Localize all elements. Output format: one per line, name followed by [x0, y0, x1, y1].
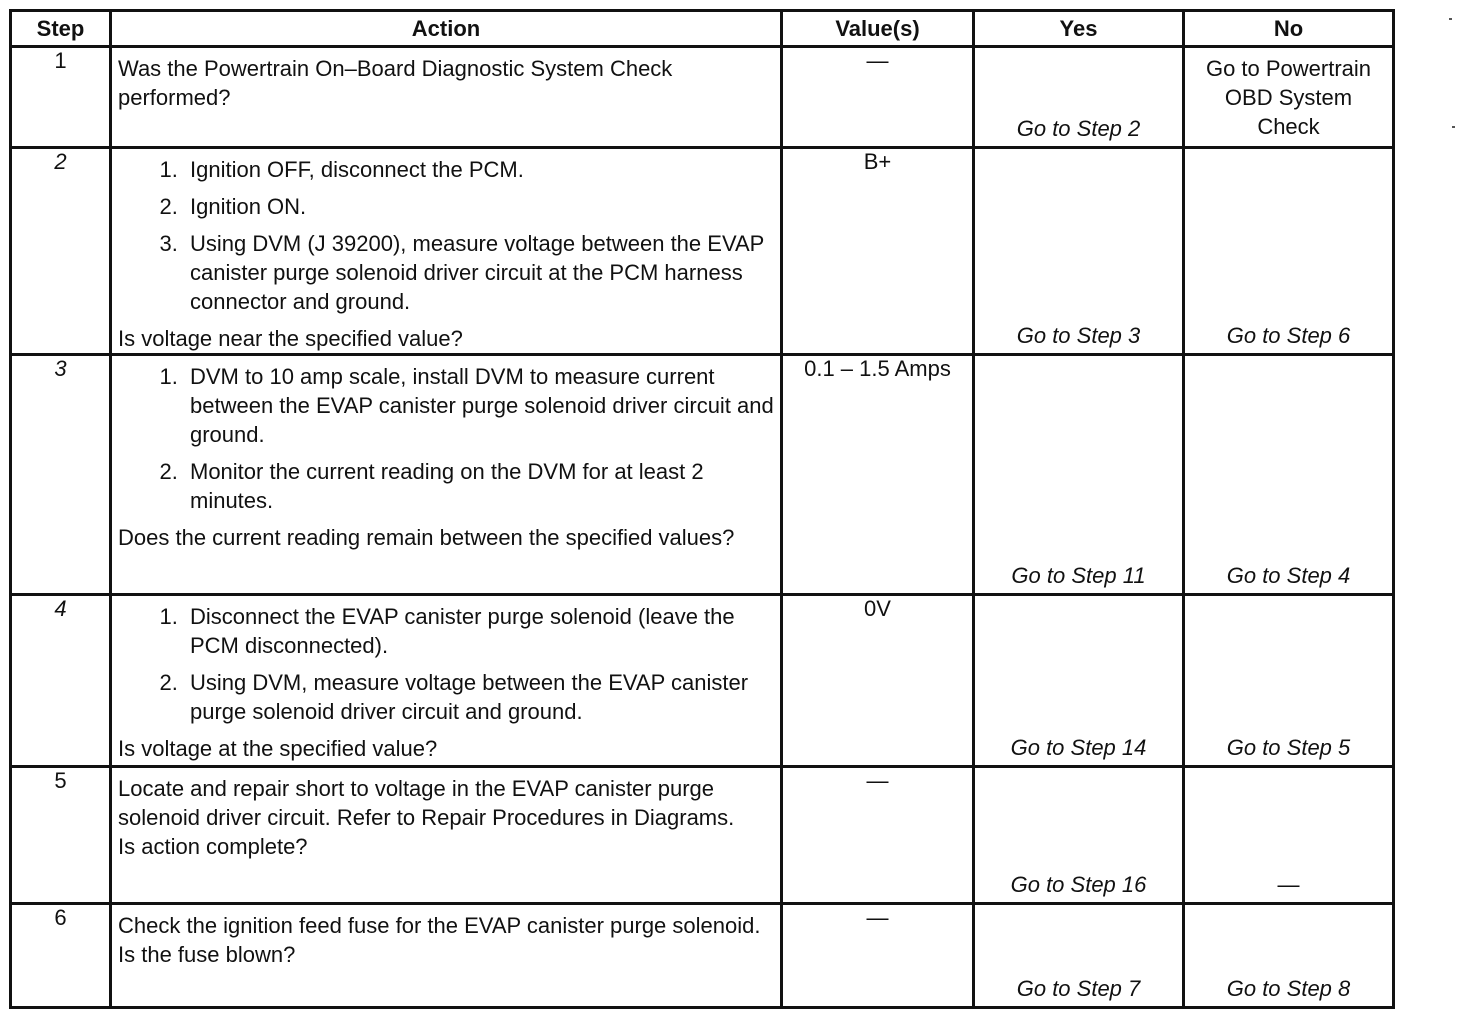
no-line: Go to Powertrain: [1205, 56, 1372, 81]
no-goto: Go to Step 6: [1226, 323, 1351, 348]
no-cell: [1184, 767, 1394, 904]
action-content: [118, 356, 774, 552]
action-item: 1. DVM to 10 amp scale, install DVM to measure current between the EVAP canister purge solenoid driver circuit and ground.: [184, 362, 774, 449]
step-number: 5: [11, 767, 111, 904]
yes-goto: Go to Step 14: [1010, 735, 1147, 760]
action-item: 2. Ignition ON.: [184, 192, 774, 221]
table-row: [11, 355, 1394, 595]
yes-cell: [974, 355, 1184, 595]
yes-goto: Go to Step 16: [1010, 872, 1147, 897]
yes-goto: Go to Step 11: [1011, 563, 1146, 588]
no-cell: [1184, 148, 1394, 355]
action-item: 3. Using DVM (J 39200), measure voltage between the EVAP canister purge solenoid driver circuit at the PCM harness connector and ground.: [184, 229, 774, 316]
action-cell: [111, 595, 782, 767]
yes-goto: Go to Step 7: [1016, 976, 1141, 1001]
no-cell: [1184, 595, 1394, 767]
action-item: 1. Ignition OFF, disconnect the PCM.: [184, 155, 774, 184]
action-list: [118, 362, 774, 515]
action-text: Was the Powertrain On–Board Diagnostic System Check performed?: [118, 56, 673, 110]
header-values: Value(s): [782, 11, 974, 47]
scan-speck: [1452, 126, 1455, 128]
value-cell: —: [782, 904, 974, 1008]
action-list: [118, 602, 774, 726]
action-cell: [111, 904, 782, 1008]
value-cell: —: [782, 47, 974, 148]
no-goto: Go to Step 5: [1226, 735, 1351, 760]
action-content: [118, 596, 774, 763]
action-item: 2. Using DVM, measure voltage between the EVAP canister purge solenoid driver circuit and ground.: [184, 668, 774, 726]
value-cell: 0V: [782, 595, 974, 767]
yes-cell: [974, 47, 1184, 148]
diagnostic-table: [9, 9, 1395, 1009]
header-yes: Yes: [974, 11, 1184, 47]
action-item: 2. Monitor the current reading on the DVM for at least 2 minutes.: [184, 457, 774, 515]
no-goto: Go to Step 4: [1226, 563, 1351, 588]
no-cell: [1184, 904, 1394, 1008]
header-row: [11, 11, 1394, 47]
action-content: [118, 768, 774, 861]
action-question: Is the fuse blown?: [118, 942, 296, 967]
step-number: 2: [11, 148, 111, 355]
action-item: 1. Disconnect the EVAP canister purge solenoid (leave the PCM disconnected).: [184, 602, 774, 660]
action-question: Is voltage near the specified value?: [118, 326, 463, 351]
no-line: Check: [1257, 114, 1320, 139]
header-no: No: [1184, 11, 1394, 47]
value-cell: B+: [782, 148, 974, 355]
yes-goto: Go to Step 2: [1016, 116, 1141, 141]
no-goto: Go to Step 8: [1226, 976, 1351, 1001]
action-cell: [111, 47, 782, 148]
table-row: [11, 148, 1394, 355]
action-text: Locate and repair short to voltage in the EVAP canister purge solenoid driver circuit. Refer to Repair Procedures in Diagrams.: [118, 776, 735, 830]
action-text: Check the ignition feed fuse for the EVAP canister purge solenoid.: [118, 913, 761, 938]
yes-cell: [974, 595, 1184, 767]
no-cell: [1184, 47, 1394, 148]
yes-goto: Go to Step 3: [1016, 323, 1141, 348]
header-action: Action: [111, 11, 782, 47]
no-cell: [1184, 355, 1394, 595]
action-cell: [111, 355, 782, 595]
value-cell: —: [782, 767, 974, 904]
header-step: Step: [11, 11, 111, 47]
step-number: 4: [11, 595, 111, 767]
step-number: 3: [11, 355, 111, 595]
no-goto: [1185, 54, 1392, 141]
value-cell: 0.1 – 1.5 Amps: [782, 355, 974, 595]
no-goto: —: [1277, 872, 1300, 897]
scan-speck: [1449, 18, 1452, 20]
yes-cell: [974, 767, 1184, 904]
table-row: [11, 767, 1394, 904]
step-number: 6: [11, 904, 111, 1008]
no-line: OBD System: [1224, 85, 1353, 110]
action-cell: [111, 148, 782, 355]
action-question: Is action complete?: [118, 834, 308, 859]
table-row: [11, 904, 1394, 1008]
action-question: Does the current reading remain between the specified values?: [118, 525, 735, 550]
action-cell: [111, 767, 782, 904]
action-content: [118, 905, 774, 969]
step-number: 1: [11, 47, 111, 148]
yes-cell: [974, 148, 1184, 355]
table-row: [11, 47, 1394, 148]
table-row: [11, 595, 1394, 767]
action-content: [118, 149, 774, 353]
action-question: Is voltage at the specified value?: [118, 736, 438, 761]
action-list: [118, 155, 774, 316]
yes-cell: [974, 904, 1184, 1008]
